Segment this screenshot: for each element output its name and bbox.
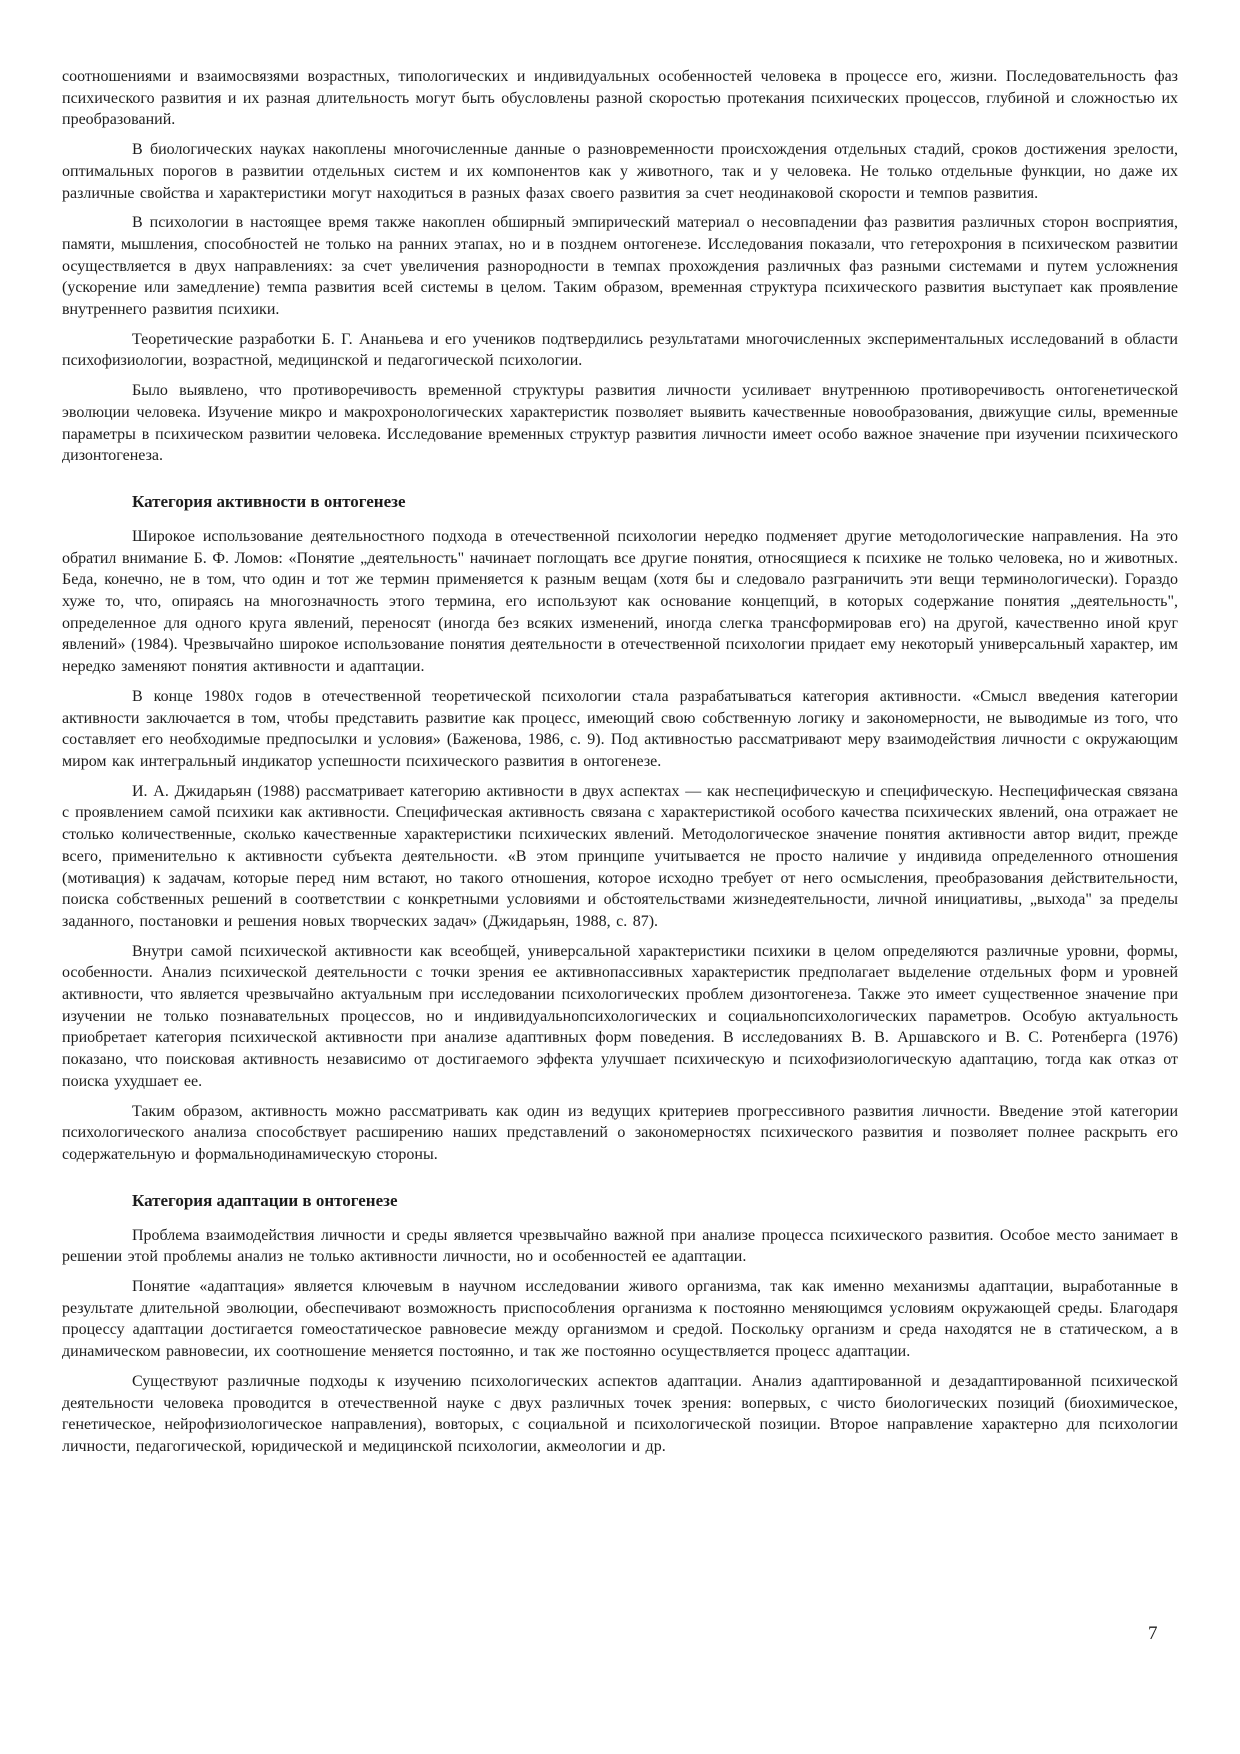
paragraph: В конце 1980х годов в отечественной теоретической психологии стала разрабатываться категория активности. «Смысл введения категории активности заключается в том, чтобы представить развитие как процесс, имеющий свою собственную логику и закономерности, не выводимые из того, что составляет его необходимые предпосылки и условия» (Баженова, 1986, с. 9). Под активностью рассматривают меру взаимодействия личности с окружающим миром как интегральный индикатор успешности психического развития в онтогенезе. [62,687,1178,770]
paragraph: Теоретические разработки Б. Г. Ананьева и его учеников подтвердились результатами многочисленных экспериментальных исследований в области психофизиологии, возрастной, медицинской и педагогической психологии. [62,330,1178,370]
paragraph: Было выявлено, что противоречивость временной структуры развития личности усиливает внутреннюю противоречивость онтогенетической эволюции человека. Изучение микро и макрохронологических характеристик позволяет выявить качественные новообразования, движущие силы, временные параметры в психическом развитии человека. Исследование временных структур развития личности имеет особо важное значение при изучении психического дизонтогенеза. [62,382,1178,465]
paragraph: Проблема взаимодействия личности и среды является чрезвычайно важной при анализе процесса психического развития. Особое место занимает в решении этой проблемы анализ не только активности личности, но и особенностей ее адаптации. [62,1226,1178,1266]
paragraph: И. А. Джидарьян (1988) рассматривает категорию активности в двух аспектах — как неспецифическую и специфическую. Неспецифическая связана с проявлением самой психики как активности. Специфическая активность связана с характеристикой особого качества психических явлений, она отражает не столько количественные, сколько качественные характеристики психических явлений. Методологическое значение понятия активности автор видит, прежде всего, применительно к активности субъекта деятельности. «В этом принципе учитывается не просто наличие у индивида определенного отношения (мотивация) к задачам, которые перед ним встают, но такого отношения, которое исходно требует от него осмысления, преобразования действительности, поиска собственных решений в соответствии с конкретными условиями и обстоятельствами жизнедеятельности, личной инициативы, „выхода" за пределы заданного, постановки и решения новых творческих задач» (Джидарьян, 1988, с. 87). [62,782,1178,930]
page-number: 7 [1148,1623,1158,1644]
section-heading-activity: Категория активности в онтогенезе [132,491,406,511]
section-heading-adaptation: Категория адаптации в онтогенезе [132,1190,398,1210]
document-body [62,66,1178,1458]
paragraph: Внутри самой психической активности как всеобщей, универсальной характеристики психики в целом определяются различные уровни, формы, особенности. Анализ психической деятельности с точки зрения ее активнопассивных характеристик предполагает выделение отдельных форм и уровней активности, что является чрезвычайно актуальным при исследовании психологических проблем дизонтогенеза. Также это имеет существенное значение при изучении не только познавательных процессов, но и индивидуальнопсихологических и социальнопсихологических параметров. Особую актуальность приобретает категория психической активности при анализе адаптивных форм поведения. В исследованиях В. В. Аршавского и В. С. Ротенберга (1976) показано, что поисковая активность независимо от достигаемого эффекта улучшает психическую и психофизиологическую адаптацию, тогда как отказ от поиска ухудшает ее. [62,942,1178,1090]
paragraph: Таким образом, активность можно рассматривать как один из ведущих критериев прогрессивного развития личности. Введение этой категории психологического анализа способствует расширению наших представлений о закономерностях психического развития и позволяет полнее раскрыть его содержательную и формальнодинамическую стороны. [62,1102,1178,1163]
paragraph: В биологических науках накоплены многочисленные данные о разновременности происхождения отдельных стадий, сроков достижения зрелости, оптимальных порогов в развитии отдельных систем и их компонентов как у животного, так и у человека. Не только отдельные функции, но даже их различные свойства и характеристики могут находиться в разных фазах своего развития за счет неодинаковой скорости и темпов развития. [62,141,1178,202]
paragraph: Понятие «адаптация» является ключевым в научном исследовании живого организма, так как именно механизмы адаптации, выработанные в результате длительной эволюции, обеспечивают возможность приспособления организма к постоянно меняющимся условиям окружающей среды. Благодаря процессу адаптации достигается гомеостатическое равновесие между организмом и средой. Поскольку организм и среда находятся не в статическом, а в динамическом равновесии, их соотношение меняется постоянно, и так же постоянно осуществляется процесс адаптации. [62,1278,1178,1361]
paragraph-continuation: соотношениями и взаимосвязями возрастных, типологических и индивидуальных особенностей человека в процессе его, жизни. Последовательность фаз психического развития и их разная длительность могут быть обусловлены разной скоростью протекания психических процессов, глубиной и сложностью их преобразований. [62,68,1178,129]
paragraph: Существуют различные подходы к изучению психологических аспектов адаптации. Анализ адаптированной и дезадаптированной психической деятельности человека проводится в отечественной науке с двух различных точек зрения: вопервых, с чисто биологических позиций (биохимическое, генетическое, нейрофизиологическое направления), вовторых, с социальной и психологической позиции. Второе направление характерно для психологии личности, педагогической, юридической и медицинской психологии, акмеологии и др. [62,1372,1178,1455]
paragraph: Широкое использование деятельностного подхода в отечественной психологии нередко подменяет другие методологические направления. На это обратил внимание Б. Ф. Ломов: «Понятие „деятельность" начинает поглощать все другие понятия, относящиеся к психике не только человека, но и животных. Беда, конечно, не в том, что один и тот же термин применяется к разным вещам (хотя бы и следовало разграничить эти вещи терминологически). Гораздо хуже то, что, опираясь на многозначность этого термина, его используют как основание концепций, в которых содержание понятия „деятельность", определенное для одного круга явлений, переносят (иногда без всяких изменений, иногда слегка трансформировав его) на другой, качественно иной круг явлений» (1984). Чрезвычайно широкое использование понятия деятельности в отечественной психологии придает ему некоторый универсальный характер, им нередко заменяют понятия активности и адаптации. [62,527,1178,676]
paragraph: В психологии в настоящее время также накоплен обширный эмпирический материал о несовпадении фаз развития различных сторон восприятия, памяти, мышления, способностей не только на ранних этапах, но и в позднем онтогенезе. Исследования показали, что гетерохрония в психическом развитии осуществляется в двух направлениях: за счет увеличения разнородности в темпах прохождения различных фаз разными системами и путем усложнения (ускорение или замедление) темпа развития всей системы в целом. Таким образом, временная структура психического развития выступает как проявление внутреннего развития психики. [62,214,1178,319]
